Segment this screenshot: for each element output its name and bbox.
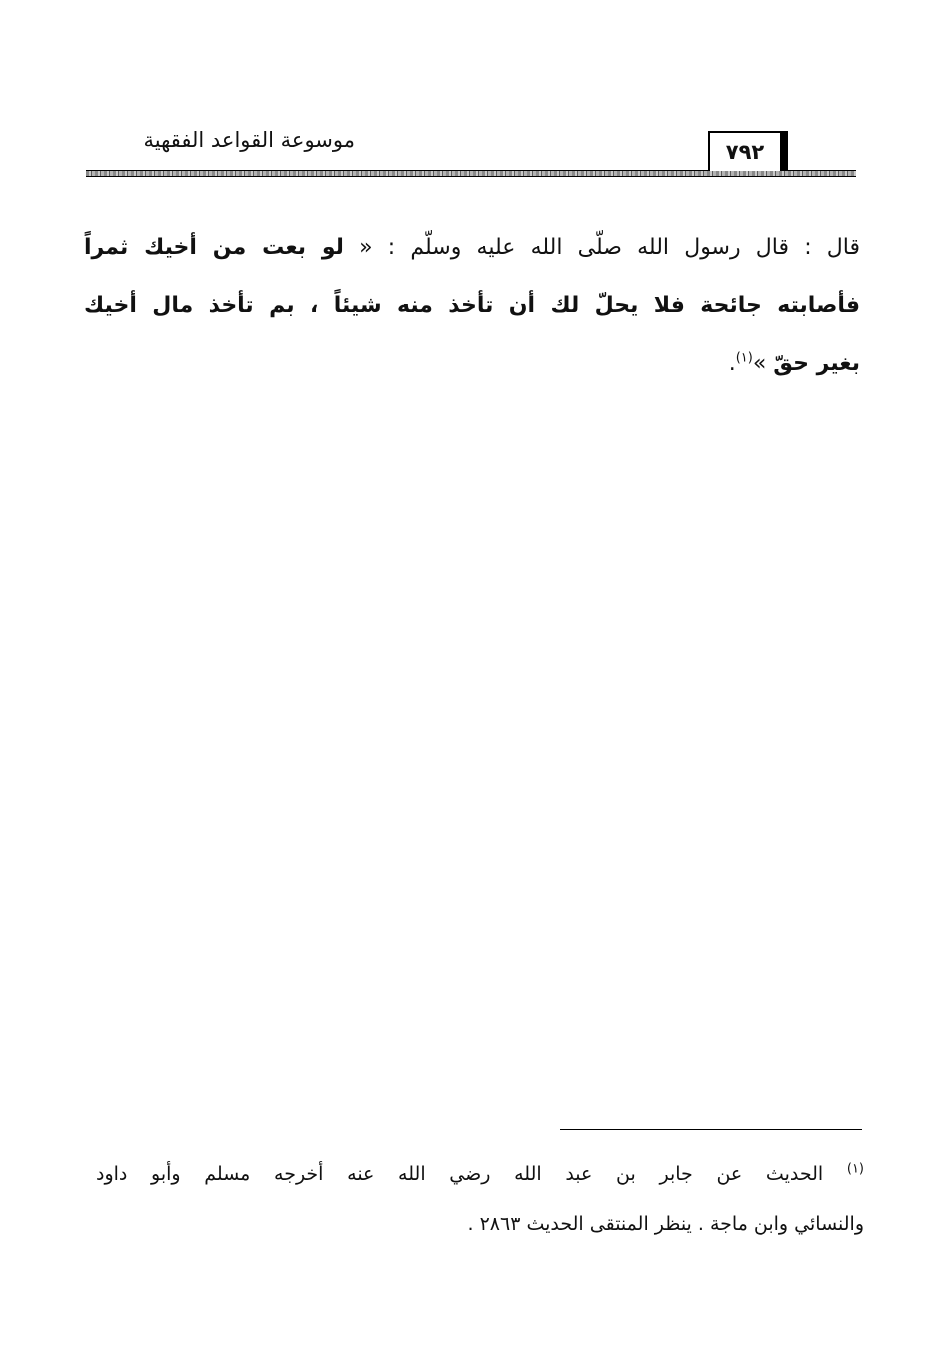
footnote-reference[interactable]: (١)	[735, 350, 753, 366]
hadith-text-part-3: بغير حقّ	[773, 351, 860, 376]
running-header-title: موسوعة القواعد الفقهية	[143, 128, 355, 152]
hadith-text-part-2: فأصابته جائحة فلا يحلّ لك أن تأخذ منه شيئاً ، بم تأخذ مال أخيك	[84, 293, 860, 318]
text-line-3	[84, 335, 860, 393]
sentence-end: .	[728, 351, 736, 376]
page-number: ٧٩٢	[725, 140, 765, 164]
page-number-box	[708, 131, 788, 171]
header-divider	[86, 170, 856, 177]
closing-quote: »	[752, 351, 774, 376]
footnote-marker: (١)	[846, 1161, 864, 1177]
footnote-text-2: والنسائي وابن ماجة . ينظر المنتقى الحديث ٢٨٦٣ .	[467, 1213, 864, 1235]
footnote-text-1: الحديث عن جابر بن عبد الله رضي الله عنه أخرجه مسلم وأبو داود	[96, 1163, 824, 1185]
hadith-text-part-1: لو بعت من أخيك ثمراً	[84, 235, 344, 260]
footnote-line-1	[96, 1149, 864, 1199]
narration-intro: قال : قال رسول الله صلّى الله عليه وسلّم : «	[343, 235, 860, 260]
main-text	[84, 219, 860, 393]
footnote-divider	[560, 1129, 862, 1130]
footnote	[96, 1149, 864, 1249]
text-line-1	[84, 219, 860, 277]
